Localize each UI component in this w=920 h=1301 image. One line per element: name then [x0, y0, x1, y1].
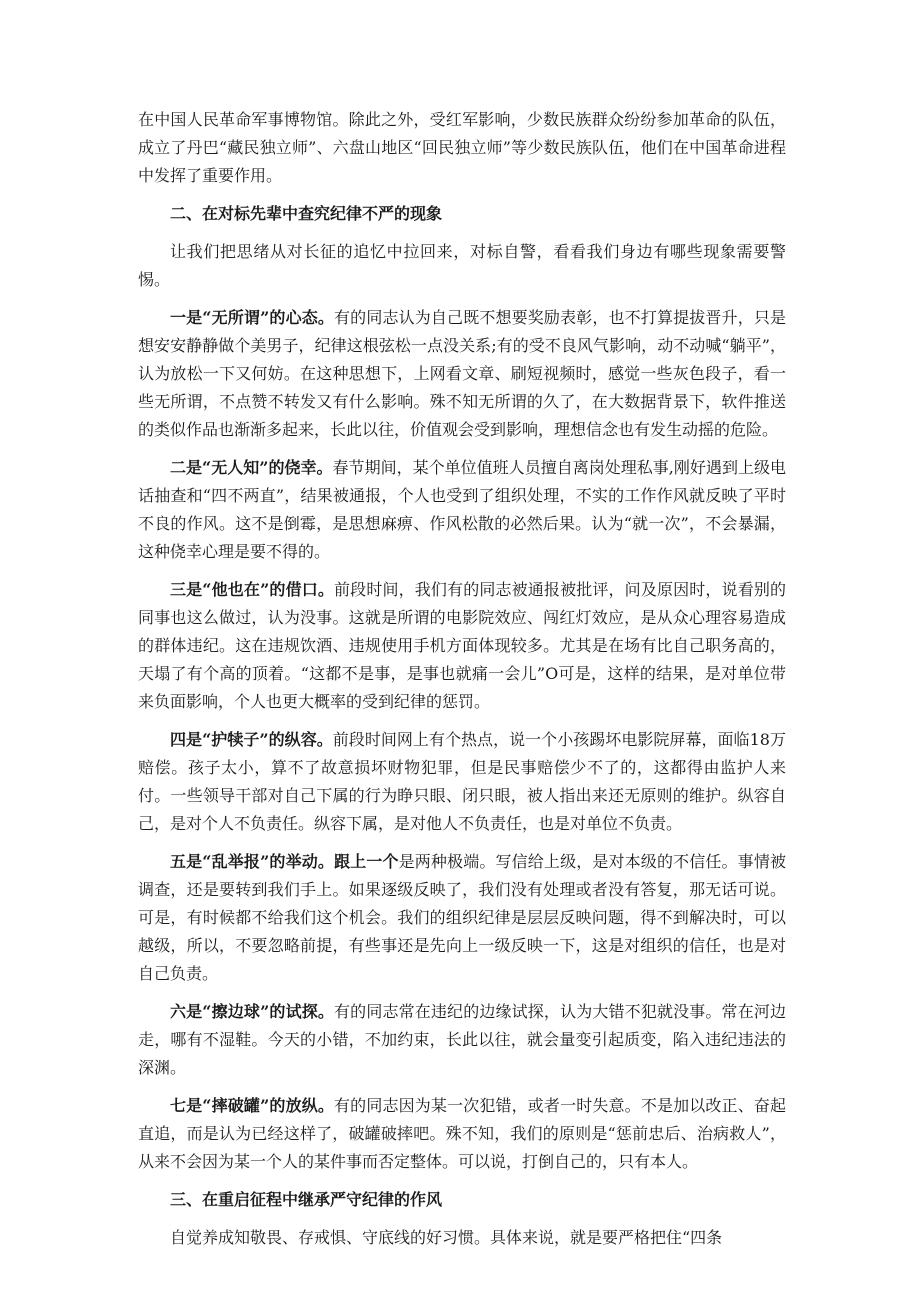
item-text: 有的同志认为自己既不想要奖励表彰，也不打算提拔晋升，只是想安安静静做个美男子，纪律这根弦松一点没关系;有的受不良风气影响，动不动喊“躺平”，认为放松一下又何妨。在这种思想下，上网看文章、刷短视频时，感觉一些灰色段子，看一些无所谓，不点赞不转发又有什么影响。殊不知无所谓的久了，在大数据背景下，软件推送的类似作品也渐渐多起来，长此以往，价值观会受到影响，理想信念也有发生动摇的危险。 — [138, 308, 786, 439]
list-item — [138, 726, 786, 838]
list-item — [138, 576, 786, 716]
item-lead: 七是“摔破罐”的放纵。 — [170, 1096, 335, 1115]
list-item — [138, 454, 786, 566]
paragraph-continued: 在中国人民革命军事博物馆。除此之外，受红军影响，少数民族群众纷纷参加革命的队伍，成立了丹巴“藏民独立师”、六盘山地区“回民独立师”等少数民族队伍，他们在中国革命进程中发挥了重要作用。 — [138, 110, 786, 185]
list-item — [138, 848, 786, 988]
list-item — [138, 1092, 786, 1176]
list-item — [138, 304, 786, 444]
item-lead: 二是“无人知”的侥幸。 — [170, 458, 333, 477]
item-text: 有的同志常在违纪的边缘试探，认为大错不犯就没事。常在河边走，哪有不湿鞋。今天的小错，不加约束，长此以往，就会量变引起质变，陷入违纪违法的深渊。 — [138, 1002, 786, 1077]
item-text: 春节期间，某个单位值班人员擅自离岗处理私事,刚好遇到上级电话抽查和“四不两直”，结果被通报，个人也受到了组织处理，不实的工作作风就反映了平时不良的作风。这不是倒霉，是思想麻痹、作风松散的必然后果。认为“就一次”，不会暴漏，这种侥幸心理是要不得的。 — [138, 458, 786, 561]
item-lead: 三是“他也在”的借口。 — [170, 580, 335, 599]
item-text: 前段时间，我们有的同志被通报被批评，问及原因时，说看别的同事也这么做过，认为没事。这就是所谓的电影院效应、闯红灯效应，是从众心理容易造成的群体违纪。这在违规饮酒、违规使用手机方面体现较多。尤其是在场有比自己职务高的，天塌了有个高的顶着。“这都不是事，是事也就痛一会儿”O可是，这样的结果，是对单位带来负面影响，个人也更大概率的受到纪律的惩罚。 — [138, 580, 786, 711]
item-lead: 四是“护犊子”的纵容。 — [170, 730, 333, 749]
list-item — [138, 998, 786, 1082]
item-lead: 五是“乱举报”的举动。跟上一个 — [170, 852, 399, 871]
section-heading-3: 三、在重启征程中继承严守纪律的作风 — [170, 1190, 443, 1209]
paragraph-intro: 让我们把思绪从对长征的追忆中拉回来，对标自警，看看我们身边有哪些现象需要警惕。 — [138, 242, 786, 289]
paragraph-closing: 自觉养成知敬畏、存戒惧、守底线的好习惯。具体来说，就是要严格把住“四条 — [170, 1228, 723, 1247]
item-lead: 一是“无所谓”的心态。 — [170, 308, 335, 327]
document-page — [138, 106, 786, 1262]
item-lead: 六是“擦边球”的试探。 — [170, 1002, 335, 1021]
item-text: 前段时间网上有个热点，说一个小孩踢坏电影院屏幕，面临18万赔偿。孩子太小，算不了故意损坏财物犯罪，但是民事赔偿少不了的，这都得由监护人来付。一些领导干部对自己下属的行为睁只眼、闭只眼，被人指出来还无原则的维护。纵容自己，是对个人不负责任。纵容下属，是对他人不负责任，也是对单位不负责。 — [138, 730, 786, 833]
item-text: 是两种极端。写信给上级，是对本级的不信任。事情被调查，还是要转到我们手上。如果逐级反映了，我们没有处理或者没有答复，那无话可说。可是，有时候都不给我们这个机会。我们的组织纪律是层层反映问题，得不到解决时，可以越级，所以，不要忽略前提，有些事还是先向上一级反映一下，这是对组织的信任，也是对自己负责。 — [138, 852, 786, 983]
section-heading-2: 二、在对标先辈中查究纪律不严的现象 — [170, 204, 443, 223]
item-text: 有的同志因为某一次犯错，或者一时失意。不是加以改正、奋起直追，而是认为已经这样了，破罐破摔吧。殊不知，我们的原则是“惩前忠后、治病救人”，从来不会因为某一个人的某件事而否定整体。可以说，打倒自己的，只有本人。 — [138, 1096, 786, 1171]
